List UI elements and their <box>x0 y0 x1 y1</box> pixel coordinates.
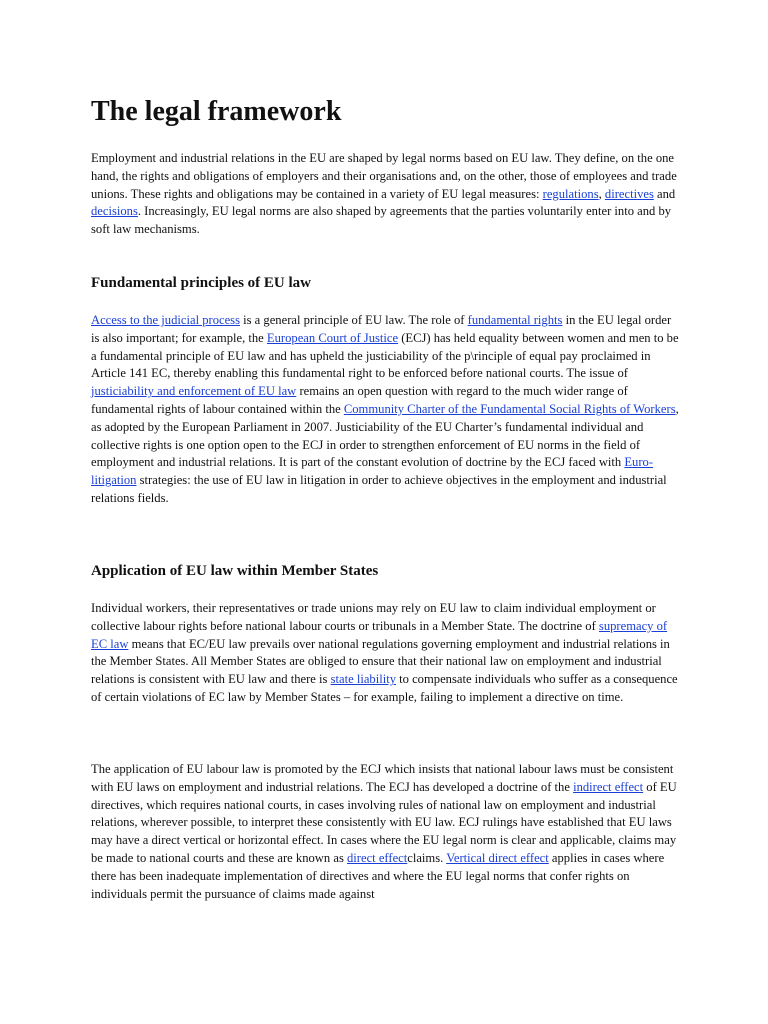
text-span: , as adopted by the European Parliament in 2007. Justiciability of the EU Charter’s fundamental individual and collective rights is one option open to the ECJ in order to strengthen enforcement of EU norms in the field of employment and industrial relations. It is part of the constant evolution of doctrine by the ECJ faced with <box>91 401 679 470</box>
link-european-court-of-justice[interactable]: European Court of Justice <box>266 330 399 345</box>
link-fundamental-rights[interactable]: fundamental rights <box>467 313 563 327</box>
link-regulations[interactable]: regulations <box>542 186 599 201</box>
text-span: Individual workers, their representatives or trade unions may rely on EU law to claim individual employment or collective labour rights before national labour courts or tribunals in a Member State. The doctrine of <box>91 601 656 633</box>
text-span: is a general principle of EU law. The role of <box>239 313 468 327</box>
link-state-liability[interactable]: state liability <box>330 672 396 687</box>
link-access-to-judicial-process[interactable]: Access to the judicial process <box>91 313 240 327</box>
text-span: Employment and industrial relations in the EU are shaped by legal norms based on EU law. They define, on the one hand, the rights and obligations of employers and their organisations and, on the other, those of employees and trade unions. These rights and obligations may be contained in a variety of EU legal measures: <box>91 151 677 201</box>
link-decisions[interactable]: decisions <box>91 204 138 219</box>
text-span: strategies: the use of EU law in litigation in order to achieve objectives in the employment and industrial relations fields. <box>91 473 667 505</box>
link-direct-effect[interactable]: direct effect <box>347 850 408 865</box>
text-span: remains an open question with regard to the much wider range of fundamental rights of labour contained within the <box>91 384 628 416</box>
link-vertical-direct-effect[interactable]: Vertical direct effect <box>446 850 549 865</box>
section-heading-application: Application of EU law within Member States <box>91 563 379 579</box>
text-span: in the EU legal order is also important; for example, the <box>91 313 672 345</box>
intro-paragraph <box>91 150 681 239</box>
link-justiciability-and-enforcement[interactable]: justiciability and enforcement of EU law <box>91 384 297 399</box>
text-span: (ECJ) has held equality between women and men to be a fundamental principle of EU law and has upheld the justiciability of the p\rinciple of equal pay proclaimed in Article 141 EC, thereby enabling this fundamental right to be enforced before national courts. The issue of <box>91 330 679 381</box>
link-directives[interactable]: directives <box>604 186 654 201</box>
text-span: and <box>653 186 676 201</box>
text-span: The application of EU labour law is promoted by the ECJ which insists that national labour laws must be consistent with EU laws on employment and industrial relations. The ECJ has developed a doctrine of the <box>91 762 674 794</box>
ecj-doctrine-paragraph <box>91 761 683 903</box>
link-community-charter[interactable]: Community Charter of the Fundamental Social Rights of Workers <box>343 401 676 416</box>
link-supremacy-of-ec-law[interactable]: supremacy of EC law <box>91 618 668 651</box>
application-paragraph <box>91 600 681 707</box>
text-span: claims. <box>407 850 447 865</box>
text-span: , <box>598 186 605 201</box>
section-heading-fundamental-principles: Fundamental principles of EU law <box>91 275 312 291</box>
text-span: to compensate individuals who suffer as a consequence of certain violations of EC law by Member States – for example, failing to implement a directive on time. <box>91 672 678 704</box>
text-span: applies in cases where there has been inadequate implementation of directives and where the EU legal norms that confer rights on individuals permit the pursuance of claims made against <box>91 850 665 901</box>
text-span: of EU directives, which requires national courts, in cases involving rules of national law on employment and industrial relations, wherever possible, to interpret these consistently with EU law. ECJ rulings have established that EU laws may have a direct vertical or horizontal effect. In cases where the EU legal norm is clear and applicable, claims may be made to national courts and these are known as <box>91 779 677 865</box>
link-indirect-effect[interactable]: indirect effect <box>573 779 644 794</box>
text-span: means that EC/EU law prevails over national regulations governing employment and industrial relations in the Member States. All Member States are obliged to ensure that their national law on employment and industrial relations is consistent with EU law and there is <box>91 636 670 687</box>
text-span: . Increasingly, EU legal norms are also shaped by agreements that the parties voluntarily enter into and by soft law mechanisms. <box>91 204 672 237</box>
link-euro-litigation[interactable]: Euro-litigation <box>91 455 654 488</box>
fundamental-principles-paragraph <box>91 312 681 508</box>
page-title: The legal framework <box>91 96 342 127</box>
